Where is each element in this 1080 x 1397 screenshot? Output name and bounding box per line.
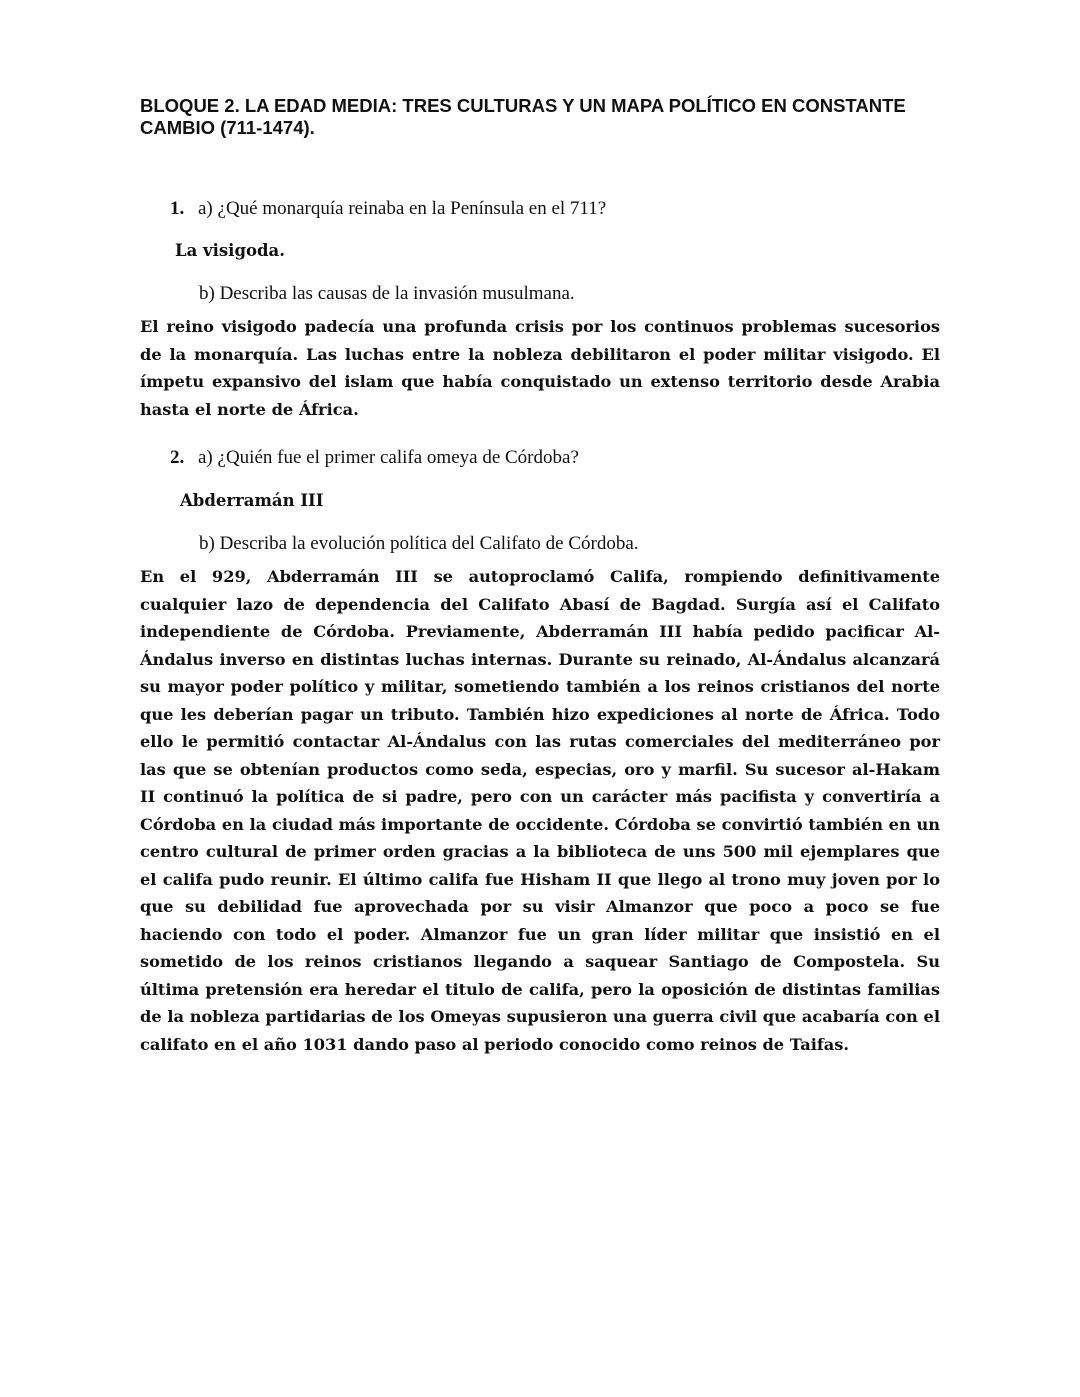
question-2-number: 2.: [170, 447, 185, 468]
question-1-answer-b: El reino visigodo padecía una profunda crisis por los continuos problemas sucesorios de la monarquía. Las luchas entre la nobleza debilitaron el poder militar visigodo. El ímpetu expansivo del islam que había conquistado un extenso territorio desde Arabia hasta el norte de África.: [140, 317, 940, 419]
question-2-answer-b: En el 929, Abderramán III se autoproclamó Califa, rompiendo definitivamente cualquier lazo de dependencia del Califato Abasí de Bagdad. Surgía así el Califato independiente de Córdoba. Previamente, Abderramán III había pedido pacificar Al-Ándalus inverso en distintas luchas internas. Durante su reinado, Al-Ándalus alcanzará su mayor poder político y militar, sometiendo también a los reinos cristianos del norte que les deberían pagar un tributo. También hizo expediciones al norte de África. Todo ello le permitió contactar Al-Ándalus con las rutas comerciales del mediterráneo por las que se obtenían productos como seda, especias, oro y marfil. Su sucesor al-Hakam II continuó la política de si padre, pero con un carácter más pacifista y convertiría a Córdoba en la ciudad más importante de occidente. Córdoba se convirtió también en un centro cultural de primer orden gracias a la biblioteca de uns 500 mil ejemplares que el califa pudo reunir. El último califa fue Hisham II que llego al trono muy joven por lo que su debilidad fue aprovechada por su visir Almanzor que poco a poco se fue haciendo con todo el poder. Almanzor fue un gran líder militar que insistió en el sometido de los reinos cristianos llegando a saquear Santiago de Compostela. Su última pretensión era heredar el titulo de califa, pero la oposición de distintas familias de la nobleza partidarias de los Omeyas supusieron una guerra civil que acabaría con el califato en el año 1031 dando paso al periodo conocido como reinos de Taifas.: [140, 567, 940, 1054]
question-1-answer-a: La visigoda.: [175, 241, 285, 260]
question-2-part-a-text: a) ¿Quién fue el primer califa omeya de Córdoba?: [198, 447, 579, 468]
question-1-part-b: b) Describa las causas de la invasión musulmana.: [199, 283, 575, 304]
question-1-number: 1.: [170, 198, 185, 219]
question-1-part-a: [170, 197, 606, 221]
question-2-part-b: b) Describa la evolución política del Califato de Córdoba.: [199, 533, 639, 554]
document-title: BLOQUE 2. LA EDAD MEDIA: TRES CULTURAS Y UN MAPA POLÍTICO EN CONSTANTE CAMBIO (711-1474).: [140, 95, 906, 138]
question-2-answer-a: Abderramán III: [180, 491, 324, 510]
question-1-part-a-text: a) ¿Qué monarquía reinaba en la Península en el 711?: [198, 198, 607, 219]
question-2-part-a: [170, 446, 579, 470]
